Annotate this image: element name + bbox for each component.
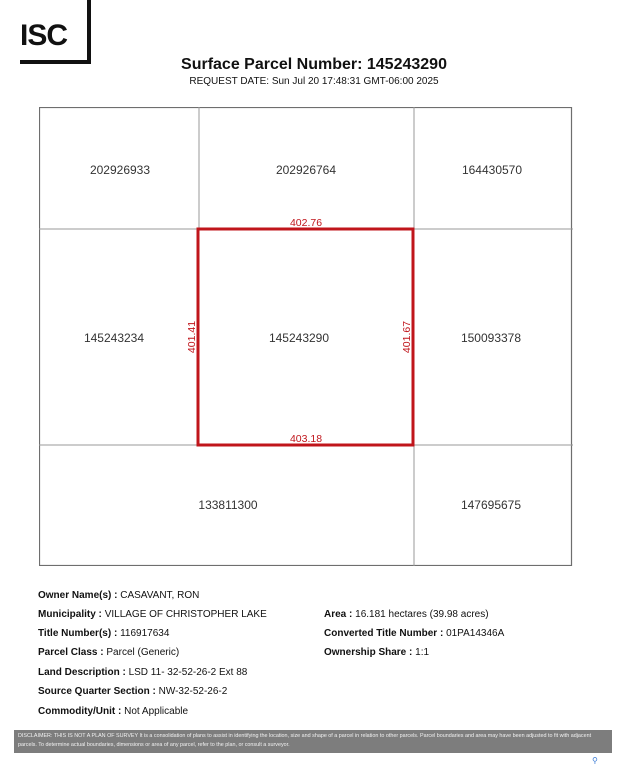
area-label: Area : (324, 609, 353, 620)
parcel-number: 202926764 (275, 163, 337, 177)
isc-logo-text: ISC (20, 19, 68, 52)
commodity-row (38, 706, 188, 717)
parcel-number: 133811300 (198, 498, 258, 512)
title-number-label: Title Number(s) : (38, 628, 118, 639)
converted-title-row (324, 628, 504, 639)
ownership-share-label: Ownership Share : (324, 647, 413, 658)
land-description-value: LSD 11- 32-52-26-2 Ext 88 (128, 667, 248, 678)
municipality-label: Municipality : (38, 609, 102, 620)
map-pin-icon: ⚲ (592, 756, 598, 765)
land-description-label: Land Description : (38, 667, 126, 678)
parcel-number: 164430570 (461, 163, 523, 177)
source-quarter-value: NW-32-52-26-2 (158, 686, 228, 697)
parcel-map (39, 107, 573, 566)
municipality-row (38, 609, 267, 620)
owner-label: Owner Name(s) : (38, 590, 118, 601)
parcel-class-row (38, 647, 179, 658)
page-title: Surface Parcel Number: 145243290 (181, 56, 447, 73)
municipality-value: VILLAGE OF CHRISTOPHER LAKE (104, 609, 267, 620)
converted-title-value: 01PA14346A (446, 628, 505, 639)
ownership-share-row (324, 647, 429, 658)
dimension-left: 401.41 (186, 320, 198, 354)
commodity-value: Not Applicable (124, 706, 189, 717)
parcel-number: 145243234 (83, 331, 145, 345)
ownership-share-value: 1:1 (415, 647, 430, 658)
parcel-class-value: Parcel (Generic) (106, 647, 180, 658)
parcel-map-svg (39, 107, 573, 566)
area-value: 16.181 hectares (39.98 acres) (355, 609, 489, 620)
owner-row (38, 590, 199, 601)
disclaimer-text: DISCLAIMER: THIS IS NOT A PLAN OF SURVEY It is a consolidation of plans to assist in identifying the location, size and shape of a parcel in relation to other parcels. Parcel boundaries and area may have been adjusted to fit with adjacent parcels. To determine actual boundaries, dimensions or area of any parcel, refer to the plan, or consult a surveyor. (18, 733, 592, 748)
source-quarter-label: Source Quarter Section : (38, 686, 156, 697)
disclaimer-banner (14, 730, 612, 753)
title-number-value: 116917634 (120, 628, 170, 639)
owner-value: CASAVANT, RON (120, 590, 200, 601)
area-row (324, 609, 489, 620)
land-description-row (38, 667, 247, 678)
dimension-bottom: 403.18 (289, 433, 323, 445)
dimension-top: 402.76 (289, 217, 323, 229)
parcel-number: 202926933 (89, 163, 151, 177)
parcel-class-label: Parcel Class : (38, 647, 104, 658)
dimension-right: 401.67 (401, 320, 413, 354)
request-date: REQUEST DATE: Sun Jul 20 17:48:31 GMT-06:00 2025 (189, 76, 439, 87)
converted-title-label: Converted Title Number : (324, 628, 444, 639)
title-number-row (38, 628, 169, 639)
isc-logo (20, 0, 91, 64)
parcel-number: 150093378 (460, 331, 522, 345)
subject-parcel-number: 145243290 (268, 331, 330, 345)
commodity-label: Commodity/Unit : (38, 706, 122, 717)
source-quarter-row (38, 686, 227, 697)
parcel-number: 147695675 (460, 498, 522, 512)
